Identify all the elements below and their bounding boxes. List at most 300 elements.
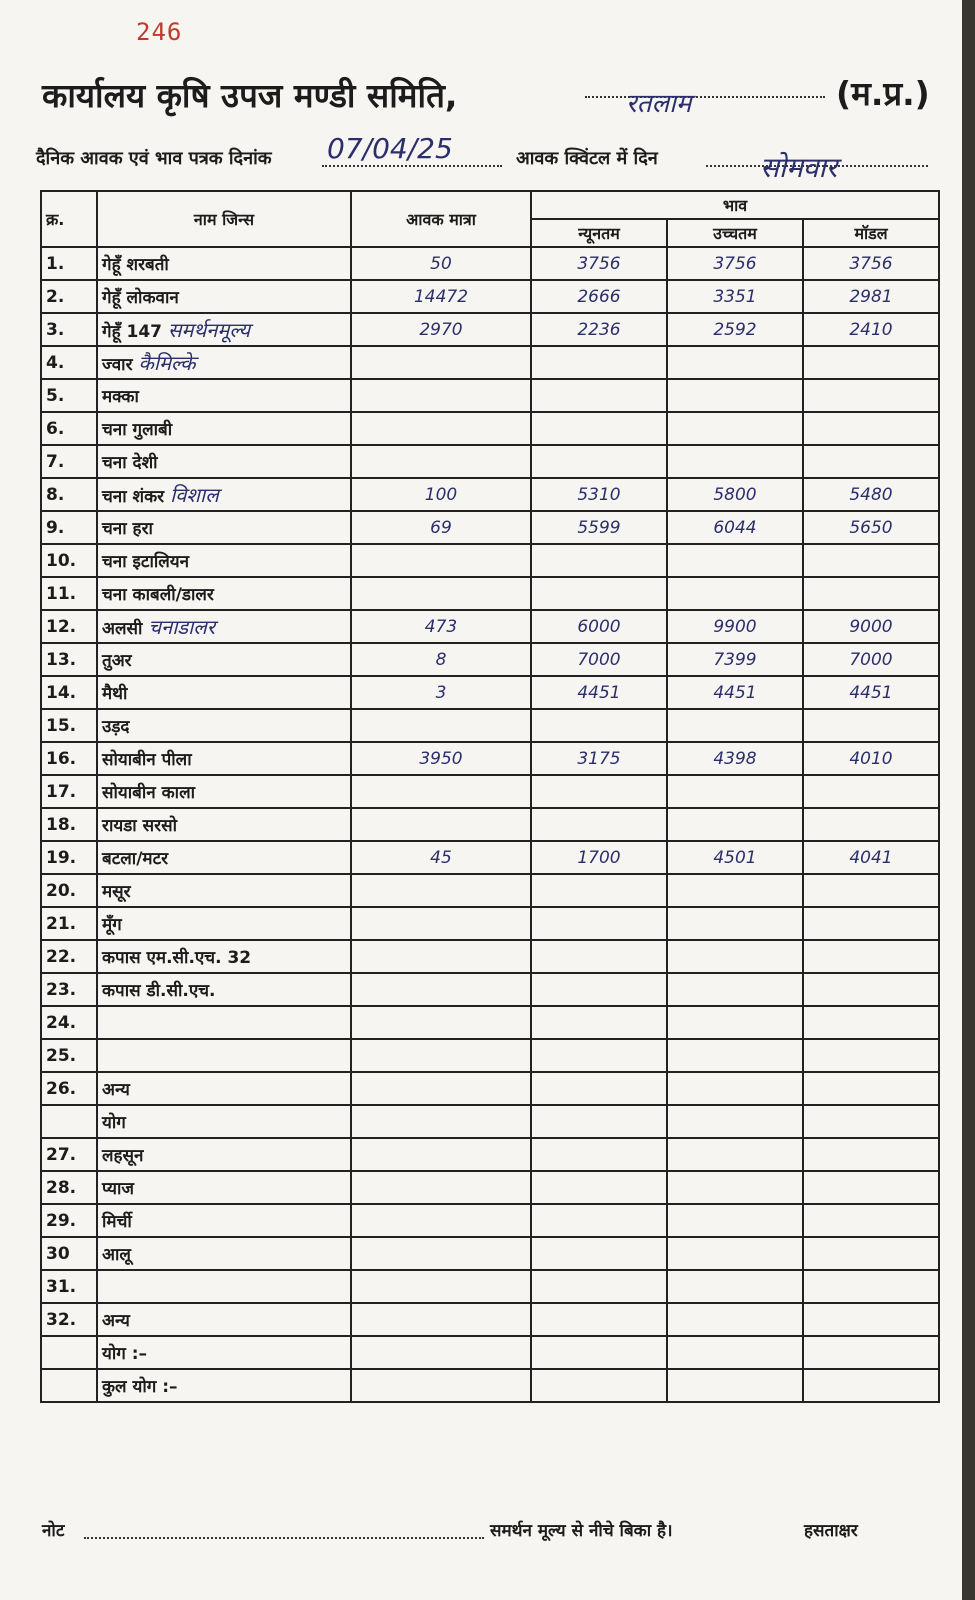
serial-no-cell [41,1336,97,1369]
signature-label: हसताक्षर [804,1521,858,1541]
arrival-quantity-cell [351,1138,531,1171]
model-price-cell [803,1204,939,1237]
arrival-quantity-cell: 473 [351,610,531,643]
commodity-name-text: अन्य [102,1311,130,1331]
commodity-name-cell [97,313,351,346]
minimum-price-cell: 5310 [531,478,667,511]
serial-no-cell: 6. [41,412,97,445]
table-row [41,841,939,874]
minimum-price-cell: 2236 [531,313,667,346]
commodity-name-cell [97,1105,351,1138]
table-row [41,1270,939,1303]
commodity-name-cell [97,775,351,808]
serial-no-cell: 25. [41,1039,97,1072]
commodity-name-cell [97,874,351,907]
model-price-cell [803,940,939,973]
arrival-quantity-cell [351,1303,531,1336]
note-label: नोट [42,1521,65,1541]
serial-no-cell: 21. [41,907,97,940]
minimum-price-cell [531,1171,667,1204]
table-row [41,1369,939,1402]
minimum-price-cell [531,973,667,1006]
commodity-name-cell [97,1369,351,1402]
maximum-price-cell [667,973,803,1006]
arrival-price-table [40,190,940,1403]
table-row [41,280,939,313]
commodity-name-text: रायडा सरसो [102,816,177,836]
maximum-price-cell [667,445,803,478]
model-price-cell: 5480 [803,478,939,511]
model-price-cell: 4451 [803,676,939,709]
arrival-quantity-cell [351,412,531,445]
maximum-price-cell: 2592 [667,313,803,346]
commodity-name-text: उड़द [102,717,130,737]
minimum-price-cell: 3756 [531,247,667,280]
minimum-price-cell [531,577,667,610]
serial-no-cell: 23. [41,973,97,1006]
maximum-price-cell [667,1369,803,1402]
minimum-price-cell: 7000 [531,643,667,676]
minimum-price-cell [531,1303,667,1336]
maximum-price-cell: 4451 [667,676,803,709]
serial-no-cell: 10. [41,544,97,577]
minimum-price-cell: 5599 [531,511,667,544]
serial-no-cell: 27. [41,1138,97,1171]
table-row [41,445,939,478]
commodity-name-cell [97,643,351,676]
minimum-price-cell: 6000 [531,610,667,643]
maximum-price-cell [667,544,803,577]
arrival-quantity-cell: 14472 [351,280,531,313]
serial-no-cell: 4. [41,346,97,379]
serial-no-cell: 9. [41,511,97,544]
arrival-quantity-cell [351,808,531,841]
arrival-quantity-cell: 100 [351,478,531,511]
title-dotted-line [585,96,825,98]
maximum-price-cell [667,1204,803,1237]
table-row [41,907,939,940]
table-row [41,313,939,346]
serial-no-cell: 3. [41,313,97,346]
serial-no-cell: 24. [41,1006,97,1039]
table-row [41,1171,939,1204]
commodity-name-text: तुअर [102,651,132,671]
maximum-price-cell [667,775,803,808]
arrival-quantity-cell [351,973,531,1006]
table-row [41,1105,939,1138]
commodity-name-cell [97,412,351,445]
model-price-cell [803,544,939,577]
maximum-price-cell [667,709,803,742]
commodity-name-cell [97,1237,351,1270]
arrival-quantity-cell [351,940,531,973]
commodity-name-cell [97,676,351,709]
arrival-quantity-cell: 50 [351,247,531,280]
commodity-name-cell [97,1072,351,1105]
table-row [41,1303,939,1336]
commodity-name-text: चना देशी [102,453,158,473]
maximum-price-cell [667,412,803,445]
maximum-price-cell [667,1006,803,1039]
office-title: कार्यालय कृषि उपज मण्डी समिति, [42,76,458,115]
serial-no-cell: 28. [41,1171,97,1204]
commodity-name-text: मिर्ची [102,1212,132,1232]
arrival-quantity-cell [351,709,531,742]
serial-no-cell: 15. [41,709,97,742]
table-row [41,1006,939,1039]
model-price-cell: 4010 [803,742,939,775]
model-price-cell [803,1171,939,1204]
model-price-cell [803,1072,939,1105]
commodity-name-cell [97,247,351,280]
commodity-name-text: गेहूँ लोकवान [102,288,179,308]
maximum-price-cell [667,1303,803,1336]
day-handwritten: सोमवार [760,151,838,184]
arrival-quantity-cell: 3950 [351,742,531,775]
model-price-cell [803,1369,939,1402]
maximum-price-cell [667,1270,803,1303]
commodity-name-cell [97,346,351,379]
minimum-price-cell [531,346,667,379]
model-price-cell: 3756 [803,247,939,280]
table-row [41,247,939,280]
minimum-price-cell [531,1105,667,1138]
commodity-name-text: मूँग [102,915,122,935]
header-model: मॉडल [803,219,939,247]
serial-no-cell: 26. [41,1072,97,1105]
commodity-name-cell [97,1303,351,1336]
commodity-name-text: चना शंकर [102,487,165,507]
serial-no-cell: 32. [41,1303,97,1336]
table-row [41,1336,939,1369]
commodity-name-text: अन्य [102,1080,130,1100]
arrival-quantity-cell [351,1270,531,1303]
commodity-name-text: लहसून [102,1146,144,1166]
arrival-quantity-cell: 69 [351,511,531,544]
table-row [41,742,939,775]
commodity-name-cell [97,1336,351,1369]
table-row [41,1237,939,1270]
commodity-name-cell [97,1171,351,1204]
header-arrival-quantity: आवक मात्रा [351,191,531,247]
maximum-price-cell: 5800 [667,478,803,511]
model-price-cell [803,1006,939,1039]
maximum-price-cell [667,907,803,940]
note-dotted-line [84,1537,484,1539]
minimum-price-cell [531,1039,667,1072]
model-price-cell [803,379,939,412]
table-row [41,1138,939,1171]
serial-no-cell: 7. [41,445,97,478]
model-price-cell [803,775,939,808]
model-price-cell [803,445,939,478]
maximum-price-cell [667,1039,803,1072]
maximum-price-cell [667,874,803,907]
arrival-quantity-cell: 3 [351,676,531,709]
model-price-cell [803,808,939,841]
maximum-price-cell: 4398 [667,742,803,775]
commodity-name-text: योग :– [102,1344,148,1364]
minimum-price-cell [531,775,667,808]
serial-no-cell: 14. [41,676,97,709]
minimum-price-cell [531,907,667,940]
model-price-cell [803,1039,939,1072]
model-price-cell [803,1105,939,1138]
model-price-cell: 7000 [803,643,939,676]
serial-no-cell: 29. [41,1204,97,1237]
serial-no-cell: 17. [41,775,97,808]
table-row [41,1204,939,1237]
arrival-day-label: आवक क्विंटल में दिन [516,148,658,169]
commodity-name-text: चना हरा [102,519,153,539]
table-row [41,478,939,511]
serial-no-cell: 5. [41,379,97,412]
commodity-name-cell [97,379,351,412]
table-row [41,775,939,808]
table-row [41,874,939,907]
commodity-name-cell [97,511,351,544]
commodity-name-text: आलू [102,1245,131,1265]
commodity-name-cell [97,808,351,841]
serial-no-cell: 13. [41,643,97,676]
serial-no-cell: 16. [41,742,97,775]
commodity-name-cell [97,280,351,313]
handwritten-note: कैमिल्के [138,351,196,375]
table-row [41,676,939,709]
commodity-name-text: योग [102,1113,126,1133]
arrival-quantity-cell [351,775,531,808]
commodity-name-text: मैथी [102,684,128,704]
maximum-price-cell [667,1138,803,1171]
arrival-quantity-cell [351,874,531,907]
minimum-price-cell [531,1369,667,1402]
commodity-name-cell [97,1204,351,1237]
model-price-cell [803,1237,939,1270]
handwritten-note: चनाडालर [148,615,216,639]
commodity-name-cell [97,1006,351,1039]
arrival-quantity-cell [351,1171,531,1204]
arrival-quantity-cell [351,1006,531,1039]
serial-no-cell: 11. [41,577,97,610]
minimum-price-cell [531,1336,667,1369]
serial-no-cell: 19. [41,841,97,874]
commodity-name-text: गेहूँ शरबती [102,255,169,275]
commodity-name-cell [97,709,351,742]
commodity-name-text: अलसी [102,619,143,639]
serial-no-cell [41,1105,97,1138]
header-price: भाव [531,191,939,219]
arrival-quantity-cell [351,1237,531,1270]
maximum-price-cell [667,577,803,610]
commodity-name-text: चना गुलाबी [102,420,173,440]
maximum-price-cell [667,1072,803,1105]
maximum-price-cell: 6044 [667,511,803,544]
minimum-price-cell [531,1237,667,1270]
date-dotted-line [322,165,502,167]
model-price-cell [803,577,939,610]
table-row [41,577,939,610]
report-date-label: दैनिक आवक एवं भाव पत्रक दिनांक [36,148,272,169]
header-minimum: न्यूनतम [531,219,667,247]
commodity-name-cell [97,940,351,973]
page-number: 246 [136,18,183,46]
minimum-price-cell [531,1072,667,1105]
table-row [41,1039,939,1072]
commodity-name-text: ज्वार [102,355,133,375]
serial-no-cell: 22. [41,940,97,973]
commodity-name-text: सोयाबीन पीला [102,750,192,770]
arrival-quantity-cell: 45 [351,841,531,874]
serial-no-cell: 8. [41,478,97,511]
minimum-price-cell [531,445,667,478]
table-row [41,973,939,1006]
commodity-name-cell [97,1138,351,1171]
commodity-name-text: चना इटालियन [102,552,190,572]
minimum-price-cell [531,808,667,841]
arrival-quantity-cell [351,1039,531,1072]
arrival-quantity-cell [351,1105,531,1138]
maximum-price-cell: 7399 [667,643,803,676]
maximum-price-cell [667,1105,803,1138]
commodity-name-cell [97,1270,351,1303]
serial-no-cell: 31. [41,1270,97,1303]
model-price-cell [803,412,939,445]
commodity-name-text: कपास एम.सी.एच. 32 [102,948,252,968]
arrival-quantity-cell [351,1369,531,1402]
minimum-price-cell: 1700 [531,841,667,874]
handwritten-note: विशाल [170,483,219,507]
handwritten-note: समर्थनमूल्य [168,318,251,342]
commodity-name-cell [97,610,351,643]
minimum-price-cell: 2666 [531,280,667,313]
commodity-name-text: मसूर [102,882,131,902]
table-row [41,412,939,445]
maximum-price-cell: 9900 [667,610,803,643]
serial-no-cell: 12. [41,610,97,643]
note-text: समर्थन मूल्य से नीचे बिका है। [490,1521,673,1541]
commodity-name-cell [97,742,351,775]
serial-no-cell: 1. [41,247,97,280]
arrival-quantity-cell [351,544,531,577]
commodity-name-text: गेहूँ 147 [102,322,163,342]
arrival-quantity-cell [351,379,531,412]
date-handwritten: 07/04/25 [327,132,453,165]
commodity-name-text: कपास डी.सी.एच. [102,981,216,1001]
arrival-quantity-cell [351,1336,531,1369]
serial-no-cell: 18. [41,808,97,841]
table-row [41,709,939,742]
arrival-quantity-cell [351,907,531,940]
table-row [41,346,939,379]
commodity-name-cell [97,973,351,1006]
table-row [41,610,939,643]
header-commodity-name: नाम जिन्स [97,191,351,247]
state-label: (म.प्र.) [836,74,930,113]
minimum-price-cell [531,1270,667,1303]
arrival-quantity-cell [351,577,531,610]
commodity-name-cell [97,907,351,940]
arrival-quantity-cell [351,1204,531,1237]
commodity-name-cell [97,1039,351,1072]
serial-no-cell [41,1369,97,1402]
model-price-cell: 2981 [803,280,939,313]
minimum-price-cell: 3175 [531,742,667,775]
model-price-cell [803,1303,939,1336]
table-row [41,1072,939,1105]
minimum-price-cell [531,940,667,973]
model-price-cell [803,346,939,379]
commodity-name-cell [97,445,351,478]
model-price-cell [803,973,939,1006]
model-price-cell: 5650 [803,511,939,544]
minimum-price-cell [531,1138,667,1171]
commodity-name-text: मक्का [102,387,139,407]
commodity-name-text: प्याज [102,1179,134,1199]
arrival-quantity-cell [351,445,531,478]
arrival-quantity-cell [351,346,531,379]
serial-no-cell: 30 [41,1237,97,1270]
minimum-price-cell [531,412,667,445]
model-price-cell: 4041 [803,841,939,874]
commodity-name-text: कुल योग :– [102,1377,178,1397]
commodity-name-cell [97,478,351,511]
minimum-price-cell [531,874,667,907]
model-price-cell [803,709,939,742]
table-row [41,379,939,412]
commodity-name-cell [97,577,351,610]
commodity-name-text: बटला/मटर [102,849,169,869]
minimum-price-cell [531,1006,667,1039]
model-price-cell [803,874,939,907]
commodity-name-cell [97,544,351,577]
serial-no-cell: 2. [41,280,97,313]
minimum-price-cell [531,1204,667,1237]
serial-no-cell: 20. [41,874,97,907]
maximum-price-cell [667,1237,803,1270]
table-row [41,511,939,544]
maximum-price-cell [667,1336,803,1369]
model-price-cell [803,907,939,940]
arrival-quantity-cell [351,1072,531,1105]
maximum-price-cell: 3756 [667,247,803,280]
header-maximum: उच्चतम [667,219,803,247]
maximum-price-cell: 4501 [667,841,803,874]
model-price-cell [803,1138,939,1171]
table-row [41,808,939,841]
maximum-price-cell: 3351 [667,280,803,313]
commodity-name-text: सोयाबीन काला [102,783,196,803]
commodity-name-text: चना काबली/डालर [102,585,214,605]
minimum-price-cell [531,379,667,412]
minimum-price-cell [531,544,667,577]
minimum-price-cell [531,709,667,742]
commodity-name-cell [97,841,351,874]
maximum-price-cell [667,940,803,973]
maximum-price-cell [667,1171,803,1204]
header-serial-no: क्र. [41,191,97,247]
maximum-price-cell [667,346,803,379]
table-row [41,544,939,577]
city-handwritten: रतलाम [626,89,692,119]
table-row [41,940,939,973]
table-row [41,643,939,676]
maximum-price-cell [667,379,803,412]
model-price-cell: 2410 [803,313,939,346]
arrival-quantity-cell: 8 [351,643,531,676]
minimum-price-cell: 4451 [531,676,667,709]
page-edge-shadow [962,0,975,1600]
arrival-quantity-cell: 2970 [351,313,531,346]
